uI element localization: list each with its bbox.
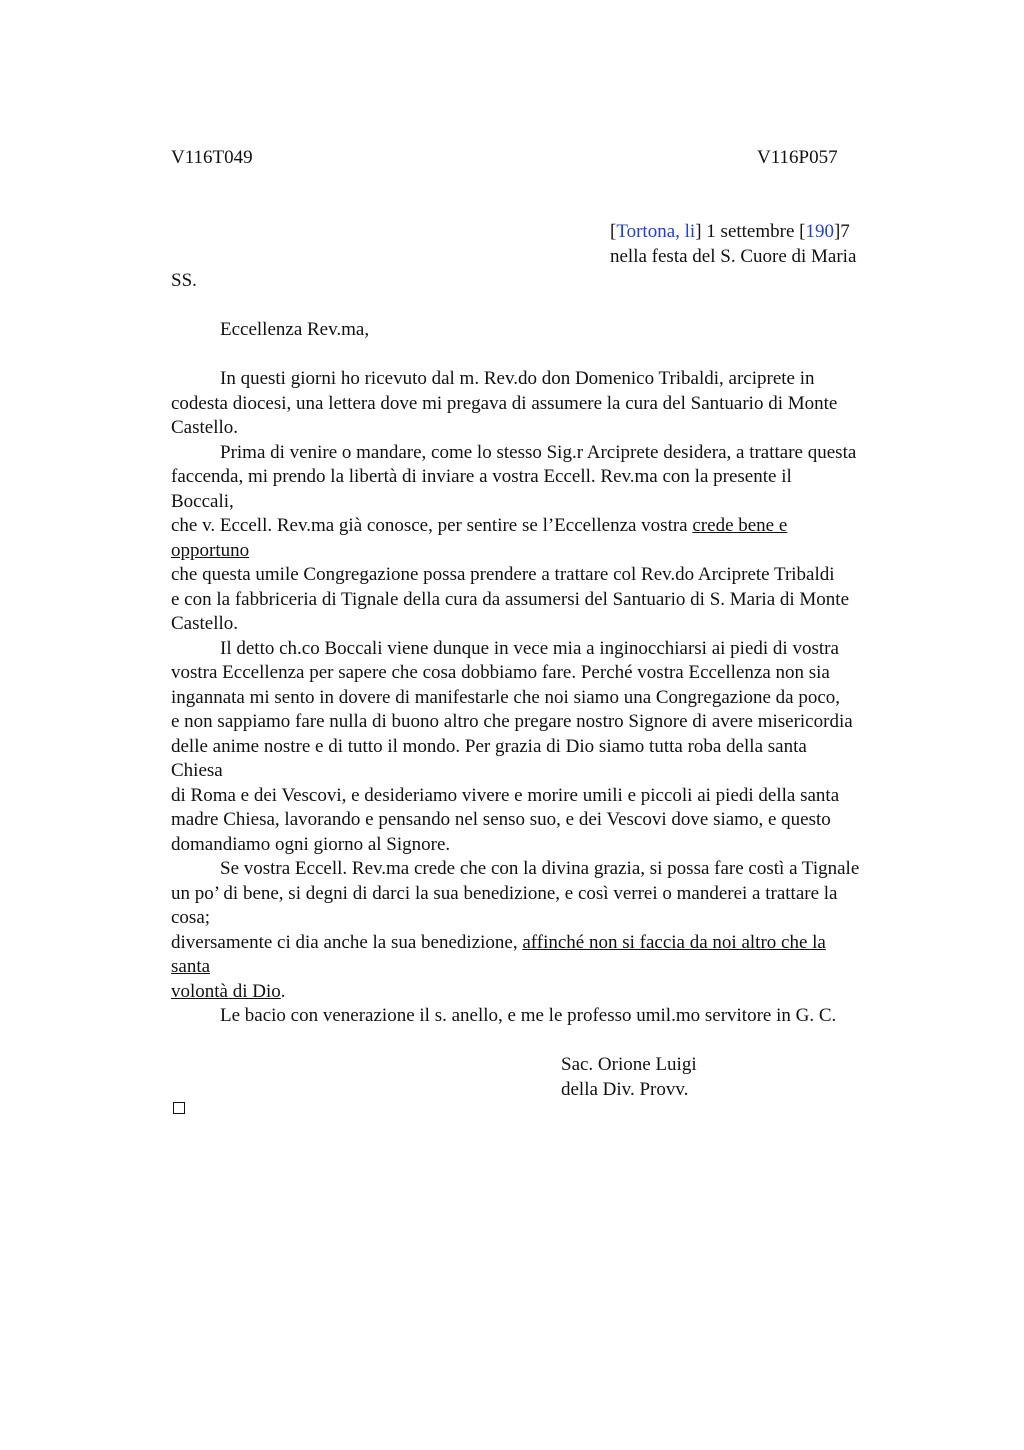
body-text: che v. Eccell. Rev.ma già conosce, per sentire se l’Eccellenza vostra	[171, 515, 693, 536]
signature-name: Sac. Orione Luigi	[561, 1054, 697, 1075]
body-line: domandiamo ogni giorno al Signore.	[171, 834, 451, 855]
dateline-line-1	[610, 220, 850, 245]
underlined-text: opportuno	[171, 540, 250, 561]
body-line: che questa umile Congregazione possa prendere a trattare col Rev.do Arciprete Tribaldi	[171, 564, 835, 585]
signature-title: della Div. Provv.	[561, 1079, 689, 1100]
dateline-year-part: 190	[805, 221, 834, 242]
dateline-date: ] 1 settembre [	[695, 221, 806, 242]
body-line: codesta diocesi, una lettera dove mi pregava di assumere la cura del Santuario di Monte	[171, 393, 838, 414]
body-line: Castello.	[171, 613, 239, 634]
body-line: e con la fabbriceria di Tignale della cura da assumersi del Santuario di S. Maria di Monte	[171, 589, 850, 610]
body-text: .	[280, 981, 286, 1002]
body-line: e non sappiamo fare nulla di buono altro che pregare nostro Signore di avere misericordia	[171, 711, 853, 732]
body-text: diversamente ci dia anche la sua benedizione,	[171, 932, 523, 953]
dateline-place: Tortona, li	[616, 221, 696, 242]
body-line: madre Chiesa, lavorando e pensando nel senso suo, e dei Vescovi dove siamo, e questo	[171, 809, 831, 830]
end-mark-square-icon	[173, 1102, 185, 1114]
underlined-text: crede bene e	[692, 515, 788, 536]
dateline-line-2: nella festa del S. Cuore di Maria	[610, 246, 857, 267]
body-line: Se vostra Eccell. Rev.ma crede che con la divina grazia, si possa fare costì a Tignale	[220, 858, 860, 879]
dateline-year-end: ]7	[833, 221, 850, 242]
body-line: un po’ di bene, si degni di darci la sua benedizione, e così verrei o manderei a trattare la	[171, 883, 838, 904]
body-line	[171, 514, 787, 539]
body-line	[171, 980, 286, 1005]
dateline-continuation: SS.	[171, 270, 197, 291]
body-line: Castello.	[171, 417, 239, 438]
body-line: delle anime nostre e di tutto il mondo. Per grazia di Dio siamo tutta roba della santa	[171, 736, 807, 757]
body-line: cosa;	[171, 907, 211, 928]
body-line: vostra Eccellenza per sapere che cosa dobbiamo fare. Perché vostra Eccellenza non sia	[171, 662, 830, 683]
body-line: Prima di venire o mandare, come lo stesso Sig.r Arciprete desidera, a trattare questa	[220, 442, 857, 463]
bracket-open: [	[610, 221, 617, 242]
body-line: faccenda, mi prendo la libertà di inviare a vostra Eccell. Rev.ma con la presente il	[171, 466, 792, 487]
underlined-text: santa	[171, 956, 211, 977]
body-line: di Roma e dei Vescovi, e desideriamo vivere e morire umili e piccoli ai piedi della santa	[171, 785, 840, 806]
body-line: Le bacio con venerazione il s. anello, e me le professo umil.mo servitore in G. C.	[220, 1005, 837, 1026]
body-line	[171, 931, 826, 956]
body-line: In questi giorni ho ricevuto dal m. Rev.do don Domenico Tribaldi, arciprete in	[220, 368, 815, 389]
body-line: Boccali,	[171, 491, 234, 512]
document-code-left: V116T049	[171, 147, 253, 168]
underlined-text: affinché non si faccia da noi altro che la	[522, 932, 826, 953]
body-line: Chiesa	[171, 760, 223, 781]
document-code-right: V116P057	[757, 147, 838, 168]
salutation: Eccellenza Rev.ma,	[220, 319, 370, 340]
body-line: ingannata mi sento in dovere di manifestarle che noi siamo una Congregazione da poco,	[171, 687, 841, 708]
body-line: Il detto ch.co Boccali viene dunque in vece mia a inginocchiarsi ai piedi di vostra	[220, 638, 839, 659]
underlined-text: volontà di Dio	[171, 981, 281, 1002]
